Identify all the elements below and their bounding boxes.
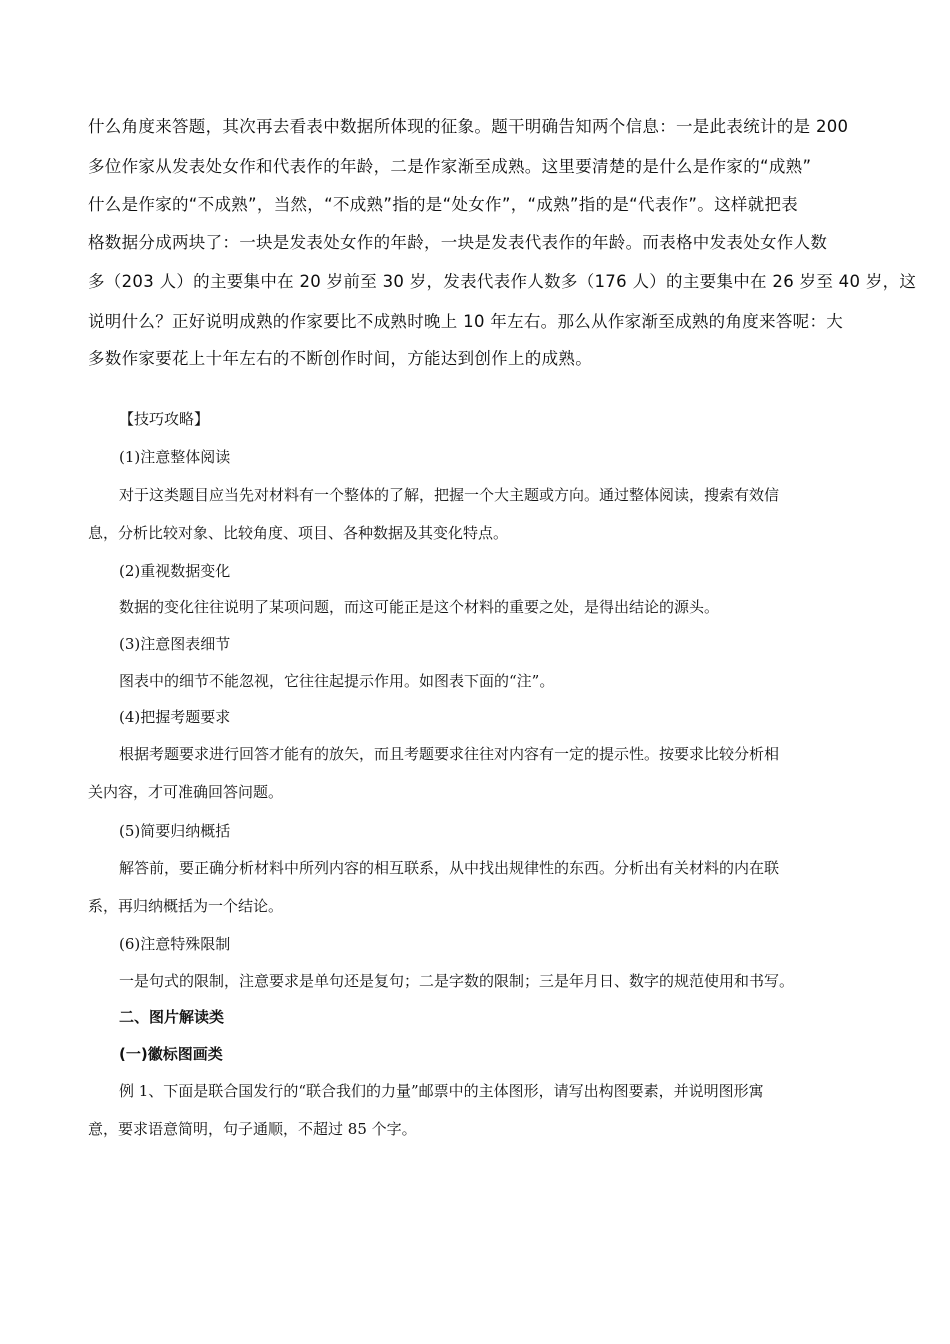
tip-body-line: 一是句式的限制，注意要求是单句还是复句；二是字数的限制；三是年月日、数字的规范使用和书写。 <box>119 972 795 990</box>
tip-body-line: 系，再归纳概括为一个结论。 <box>88 897 284 915</box>
example-line: 意，要求语意简明，句子通顺，不超过 85 个字。 <box>88 1120 417 1138</box>
tip-title: (4)把握考题要求 <box>119 708 231 726</box>
example-line: 例 1、下面是联合国发行的“联合我们的力量”邮票中的主体图形，请写出构图要素，并说明图形寓 <box>119 1082 764 1100</box>
tip-body-line: 息，分析比较对象、比较角度、项目、各种数据及其变化特点。 <box>88 524 509 542</box>
analysis-line: 格数据分成两块了：一块是发表处女作的年龄，一块是发表代表作的年龄。而表格中发表处女作人数 <box>88 233 828 252</box>
tip-body-line: 数据的变化往往说明了某项问题，而这可能正是这个材料的重要之处，是得出结论的源头。 <box>119 598 720 616</box>
section-subtitle: (一)徽标图画类 <box>119 1045 223 1063</box>
tip-body-line: 图表中的细节不能忽视，它往往起提示作用。如图表下面的“注”。 <box>119 672 555 690</box>
section-title: 二、图片解读类 <box>119 1008 225 1026</box>
analysis-line: 多位作家从发表处女作和代表作的年龄，二是作家渐至成熟。这里要清楚的是什么是作家的“成熟” <box>88 157 812 176</box>
tip-body-line: 关内容，才可准确回答问题。 <box>88 783 284 801</box>
tip-title: (3)注意图表细节 <box>119 635 231 653</box>
analysis-line: 说明什么？正好说明成熟的作家要比不成熟时晚上 10 年左右。那么从作家渐至成熟的角度来答呢：大 <box>88 312 844 331</box>
analysis-line: 多数作家要花上十年左右的不断创作时间，方能达到创作上的成熟。 <box>88 349 592 368</box>
tip-title: (1)注意整体阅读 <box>119 448 231 466</box>
tip-body-line: 解答前，要正确分析材料中所列内容的相互联系，从中找出规律性的东西。分析出有关材料的内在联 <box>119 859 780 877</box>
tip-title: (6)注意特殊限制 <box>119 935 231 953</box>
tip-title: (5)简要归纳概括 <box>119 822 231 840</box>
tip-body-line: 根据考题要求进行回答才能有的放矢，而且考题要求往往对内容有一定的提示性。按要求比较分析相 <box>119 745 780 763</box>
tip-body-line: 对于这类题目应当先对材料有一个整体的了解，把握一个大主题或方向。通过整体阅读，搜索有效信 <box>119 486 780 504</box>
analysis-line: 什么是作家的“不成熟”，当然，“不成熟”指的是“处女作”，“成熟”指的是“代表作”。这样就把表 <box>88 195 799 214</box>
analysis-line: 多（203 人）的主要集中在 20 岁前至 30 岁，发表代表作人数多（176 人）的主要集中在 26 岁至 40 岁，这 <box>88 272 917 291</box>
tip-title: (2)重视数据变化 <box>119 562 231 580</box>
analysis-line: 什么角度来答题，其次再去看表中数据所体现的征象。题干明确告知两个信息：一是此表统计的是 200 <box>88 117 849 136</box>
tips-heading: 【技巧攻略】 <box>119 410 210 428</box>
